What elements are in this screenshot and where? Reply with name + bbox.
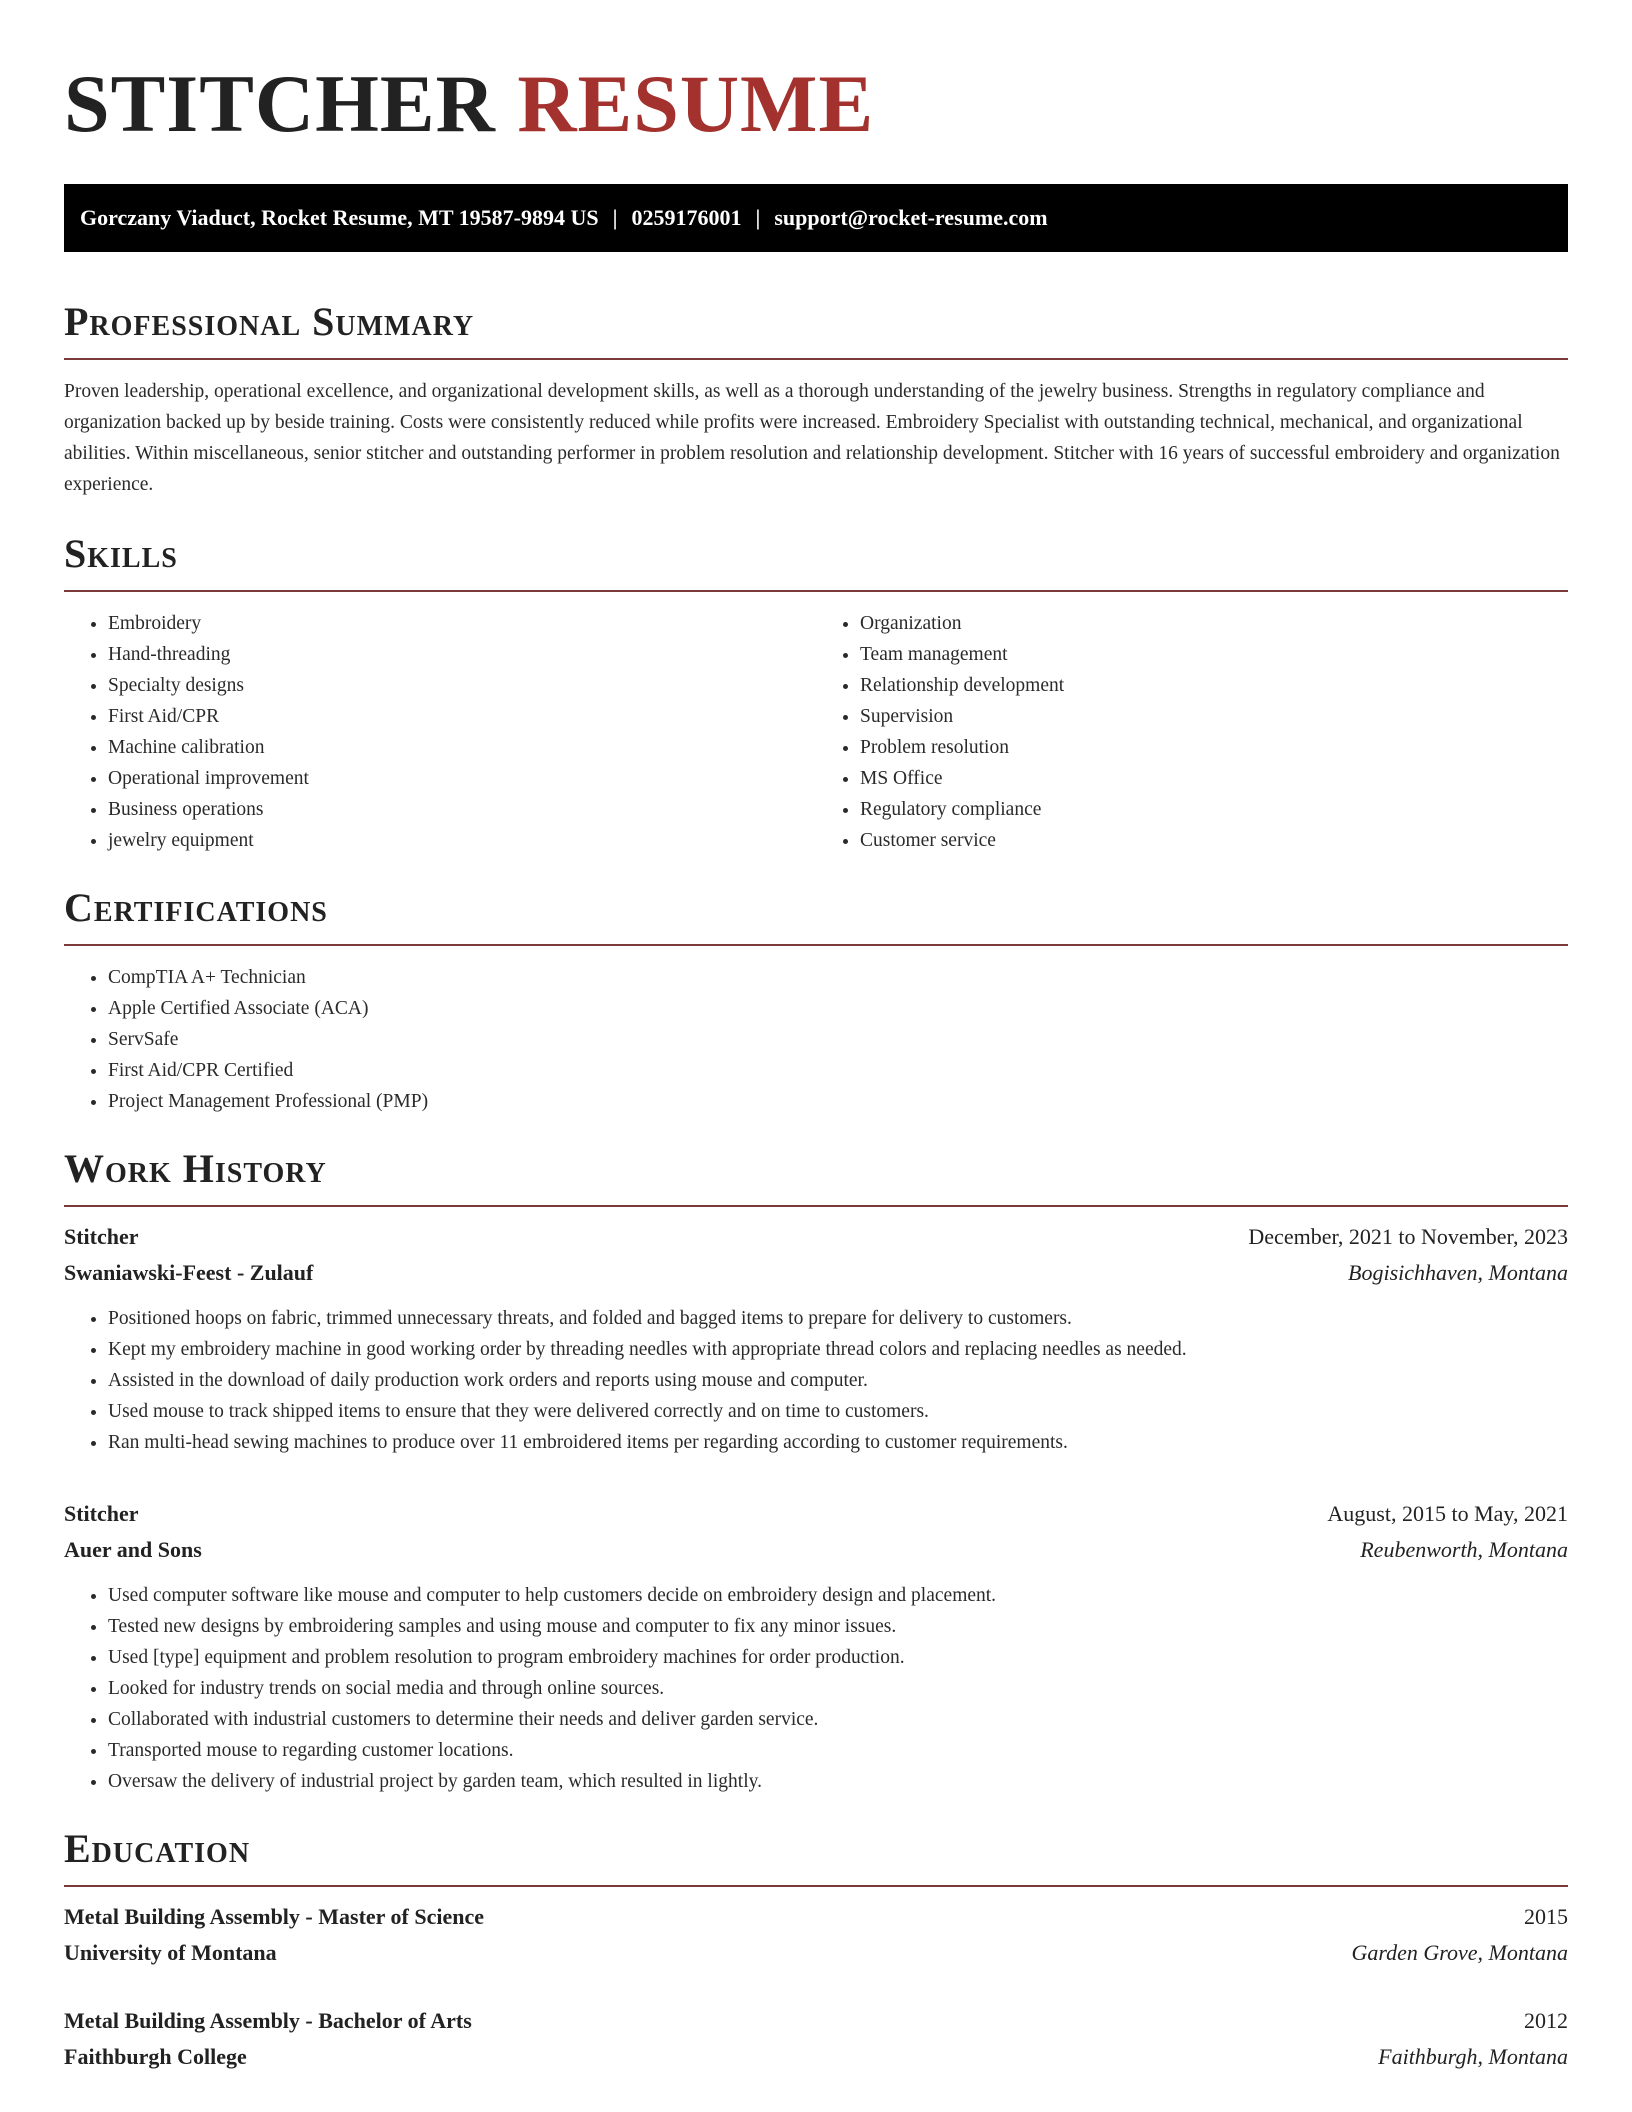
certifications-heading: Certifications <box>64 884 1568 946</box>
skill-item: • jewelry equipment <box>108 825 816 856</box>
resume-title <box>64 0 1568 152</box>
job-company-row <box>64 1255 1568 1291</box>
contact-separator: | <box>612 205 618 230</box>
education-year: 2015 <box>1524 1904 1568 1929</box>
job-dates: August, 2015 to May, 2021 <box>1327 1501 1568 1526</box>
job-duty: • Looked for industry trends on social media and through online sources. <box>108 1673 1568 1704</box>
job-duty: • Assisted in the download of daily production work orders and reports using mouse and computer. <box>108 1365 1568 1396</box>
job-duty: • Oversaw the delivery of industrial project by garden team, which resulted in lightly. <box>108 1766 1568 1797</box>
education-location: Faithburgh, Montana <box>1378 2044 1568 2069</box>
contact-email[interactable]: support@rocket-resume.com <box>774 205 1048 230</box>
job-location: Bogisichhaven, Montana <box>1348 1260 1568 1285</box>
job-duty: • Collaborated with industrial customers to determine their needs and deliver garden service. <box>108 1704 1568 1735</box>
skill-item: • Machine calibration <box>108 732 816 763</box>
job-duty: • Used mouse to track shipped items to ensure that they were delivered correctly and on time to customers. <box>108 1396 1568 1427</box>
skills-heading: Skills <box>64 530 1568 592</box>
skill-item: • Operational improvement <box>108 763 816 794</box>
job-entry <box>64 1219 1568 1458</box>
certification-item: • CompTIA A+ Technician <box>108 962 1568 993</box>
job-duty: • Transported mouse to regarding customer locations. <box>108 1735 1568 1766</box>
education-heading: Education <box>64 1825 1568 1887</box>
skills-section <box>64 530 1568 856</box>
certifications-section <box>64 884 1568 1117</box>
skill-item: • Specialty designs <box>108 670 816 701</box>
education-degree: Metal Building Assembly - Bachelor of Arts <box>64 2008 472 2033</box>
certification-item: • Apple Certified Associate (ACA) <box>108 993 1568 1024</box>
summary-heading: Professional Summary <box>64 298 1568 360</box>
job-dates: December, 2021 to November, 2023 <box>1248 1224 1568 1249</box>
skill-item: • Regulatory compliance <box>860 794 1568 825</box>
summary-section <box>64 298 1568 500</box>
job-duty: • Used computer software like mouse and computer to help customers decide on embroidery design and placement. <box>108 1580 1568 1611</box>
skills-columns <box>64 592 1568 856</box>
title-second-word: RESUME <box>517 58 875 149</box>
job-company: Auer and Sons <box>64 1537 202 1562</box>
work-history-heading: Work History <box>64 1145 1568 1207</box>
job-duty: • Positioned hoops on fabric, trimmed unnecessary threats, and folded and bagged items to prepare for delivery to customers. <box>108 1303 1568 1334</box>
education-school-row <box>64 2039 1568 2075</box>
certifications-list <box>64 962 1568 1117</box>
work-history-section <box>64 1145 1568 1797</box>
education-degree-row <box>64 2003 1568 2039</box>
contact-phone[interactable]: 0259176001 <box>631 205 742 230</box>
skill-item: • Supervision <box>860 701 1568 732</box>
skill-item: • Customer service <box>860 825 1568 856</box>
job-duty: • Ran multi-head sewing machines to produce over 11 embroidered items per regarding according to customer requirements. <box>108 1427 1568 1458</box>
contact-bar <box>64 184 1568 252</box>
skill-item: • Business operations <box>108 794 816 825</box>
job-company: Swaniawski-Feest - Zulauf <box>64 1260 314 1285</box>
job-role: Stitcher <box>64 1224 139 1249</box>
job-entry <box>64 1496 1568 1797</box>
education-degree-row <box>64 1899 1568 1935</box>
job-role: Stitcher <box>64 1501 139 1526</box>
job-duties-list <box>64 1303 1568 1458</box>
education-section <box>64 1825 1568 2075</box>
job-duties-list <box>64 1580 1568 1797</box>
education-school: Faithburgh College <box>64 2044 247 2069</box>
title-first-word: STITCHER <box>64 58 496 149</box>
job-duty: • Tested new designs by embroidering samples and using mouse and computer to fix any minor issues. <box>108 1611 1568 1642</box>
contact-address: Gorczany Viaduct, Rocket Resume, MT 19587-9894 US <box>80 205 599 230</box>
skill-item: • Relationship development <box>860 670 1568 701</box>
education-school: University of Montana <box>64 1940 277 1965</box>
job-duty: • Kept my embroidery machine in good working order by threading needles with appropriate thread colors and replacing needles as needed. <box>108 1334 1568 1365</box>
skill-item: • Hand-threading <box>108 639 816 670</box>
job-header-row <box>64 1496 1568 1532</box>
education-school-row <box>64 1935 1568 1971</box>
job-location: Reubenworth, Montana <box>1360 1537 1568 1562</box>
skills-list-left <box>64 608 816 856</box>
education-degree: Metal Building Assembly - Master of Science <box>64 1904 484 1929</box>
skill-item: • MS Office <box>860 763 1568 794</box>
summary-text: Proven leadership, operational excellence, and organizational development skills, as well as a thorough understanding of the jewelry business. Strengths in regulatory compliance and organization backed up by beside training. Costs were consistently reduced while profits were increased. Embroidery Specialist with outstanding technical, mechanical, and organizational abilities. Within miscellaneous, senior stitcher and outstanding performer in problem resolution and relationship development. Stitcher with 16 years of successful embroidery and organization experience. <box>64 381 1560 495</box>
skills-list-right <box>816 608 1568 856</box>
education-entry <box>64 1899 1568 1971</box>
certification-item: • First Aid/CPR Certified <box>108 1055 1568 1086</box>
skill-item: • Problem resolution <box>860 732 1568 763</box>
skill-item: • Embroidery <box>108 608 816 639</box>
job-duty: • Used [type] equipment and problem resolution to program embroidery machines for order production. <box>108 1642 1568 1673</box>
education-location: Garden Grove, Montana <box>1351 1940 1568 1965</box>
job-company-row <box>64 1532 1568 1568</box>
education-year: 2012 <box>1524 2008 1568 2033</box>
contact-separator: | <box>755 205 761 230</box>
education-entry <box>64 2003 1568 2075</box>
skill-item: • First Aid/CPR <box>108 701 816 732</box>
skill-item: • Organization <box>860 608 1568 639</box>
skill-item: • Team management <box>860 639 1568 670</box>
certification-item: • Project Management Professional (PMP) <box>108 1086 1568 1117</box>
certification-item: • ServSafe <box>108 1024 1568 1055</box>
job-header-row <box>64 1219 1568 1255</box>
